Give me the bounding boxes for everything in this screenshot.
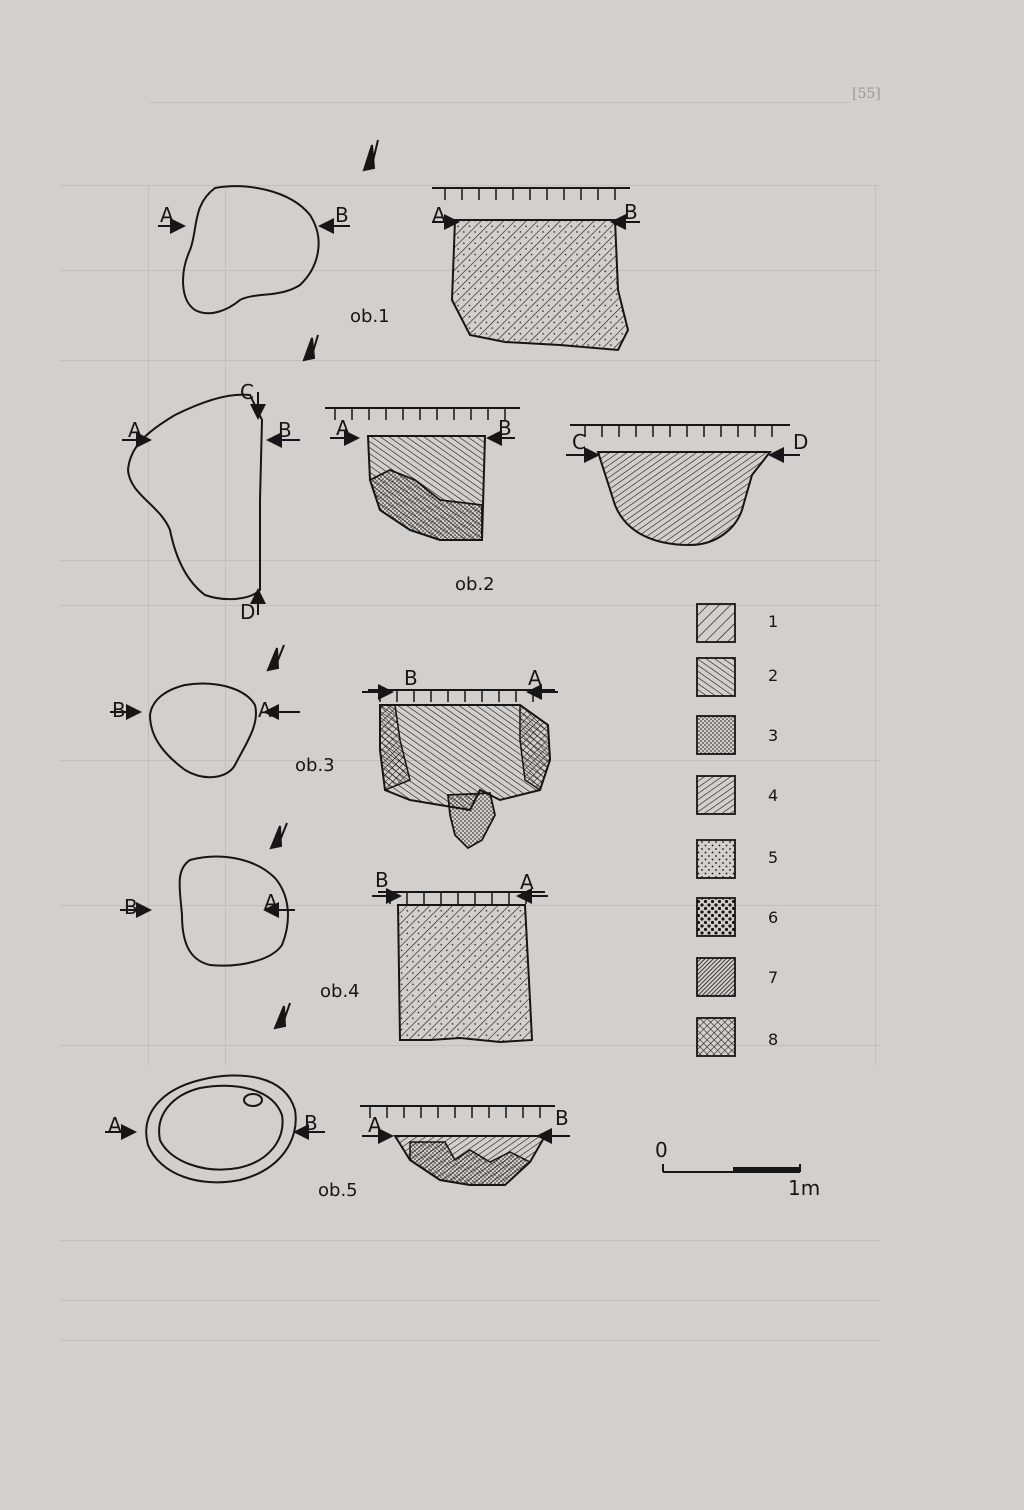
page-number: [55] (852, 86, 881, 102)
ob5-section-label-b: B (555, 1106, 569, 1130)
ob3-section (362, 690, 558, 848)
ob5-section (360, 1106, 570, 1185)
ob2-section-cd (566, 425, 800, 545)
scale-bar-start-label: 0 (655, 1138, 668, 1162)
ob1-plan (158, 186, 350, 313)
legend-swatches (697, 604, 735, 1056)
ob1-plan-label-start: A (160, 203, 174, 227)
ob2-section-ab (325, 408, 520, 540)
scale-bar (663, 1164, 800, 1173)
legend-swatch-1 (697, 604, 735, 642)
scale-bar-end-label: 1m (788, 1176, 821, 1200)
ob2-plan-label-d: D (240, 600, 256, 624)
ob2-section-label-b: B (498, 416, 512, 440)
ob3-north-arrow (268, 645, 284, 670)
legend-swatch-2 (697, 658, 735, 696)
ob1-north-arrow (364, 140, 378, 170)
ob2-section-label-d: D (793, 430, 809, 454)
ob4-section-label-b: B (375, 868, 389, 892)
legend-label-7: 7 (768, 968, 779, 987)
ob3-label: ob.3 (295, 755, 335, 776)
ob5-plan (105, 1075, 325, 1182)
ob3-plan-label-b: B (112, 698, 126, 722)
ob4-section (372, 892, 548, 1042)
ob5-plan-label-b: B (304, 1111, 318, 1135)
ob2-label: ob.2 (455, 574, 495, 595)
ob2-plan-label-a: A (128, 418, 142, 442)
legend-label-6: 6 (768, 908, 779, 927)
ob4-section-label-a: A (520, 870, 534, 894)
ob2-plan-label-c: C (240, 380, 254, 404)
legend-swatch-5 (697, 840, 735, 878)
ob2-north-arrow (304, 335, 318, 360)
legend-swatch-6 (697, 898, 735, 936)
legend-label-3: 3 (768, 726, 779, 745)
ob1-section (432, 188, 640, 350)
ob5-section-label-a: A (368, 1113, 382, 1137)
legend-label-2: 2 (768, 666, 779, 685)
ob4-plan-label-a: A (264, 890, 278, 914)
legend-label-1: 1 (768, 612, 779, 631)
legend-swatch-4 (697, 776, 735, 814)
ob2-plan-label-b: B (278, 418, 292, 442)
ob4-north-arrow (271, 823, 287, 848)
legend-label-4: 4 (768, 786, 779, 805)
legend-label-8: 8 (768, 1030, 779, 1049)
legend-label-5: 5 (768, 848, 779, 867)
ob3-plan-label-a: A (258, 698, 272, 722)
ob5-north-arrow (275, 1003, 290, 1028)
legend-swatch-7 (697, 958, 735, 996)
ob4-label: ob.4 (320, 981, 360, 1002)
ob4-plan-label-b: B (124, 895, 138, 919)
ob1-section-label-end: B (624, 200, 638, 224)
ob5-plan-label-a: A (108, 1113, 122, 1137)
ob5-label: ob.5 (318, 1180, 358, 1201)
ob2-plan (122, 392, 300, 615)
legend-swatch-3 (697, 716, 735, 754)
legend-swatch-8 (697, 1018, 735, 1056)
ob3-section-label-a: A (528, 666, 542, 690)
ob2-section-label-a: A (336, 416, 350, 440)
ob3-section-label-b: B (404, 666, 418, 690)
ob2-section-label-c: C (572, 430, 586, 454)
ob1-plan-label-end: B (335, 203, 349, 227)
ob1-section-label-start: A (432, 203, 446, 227)
ob1-label: ob.1 (350, 306, 390, 327)
